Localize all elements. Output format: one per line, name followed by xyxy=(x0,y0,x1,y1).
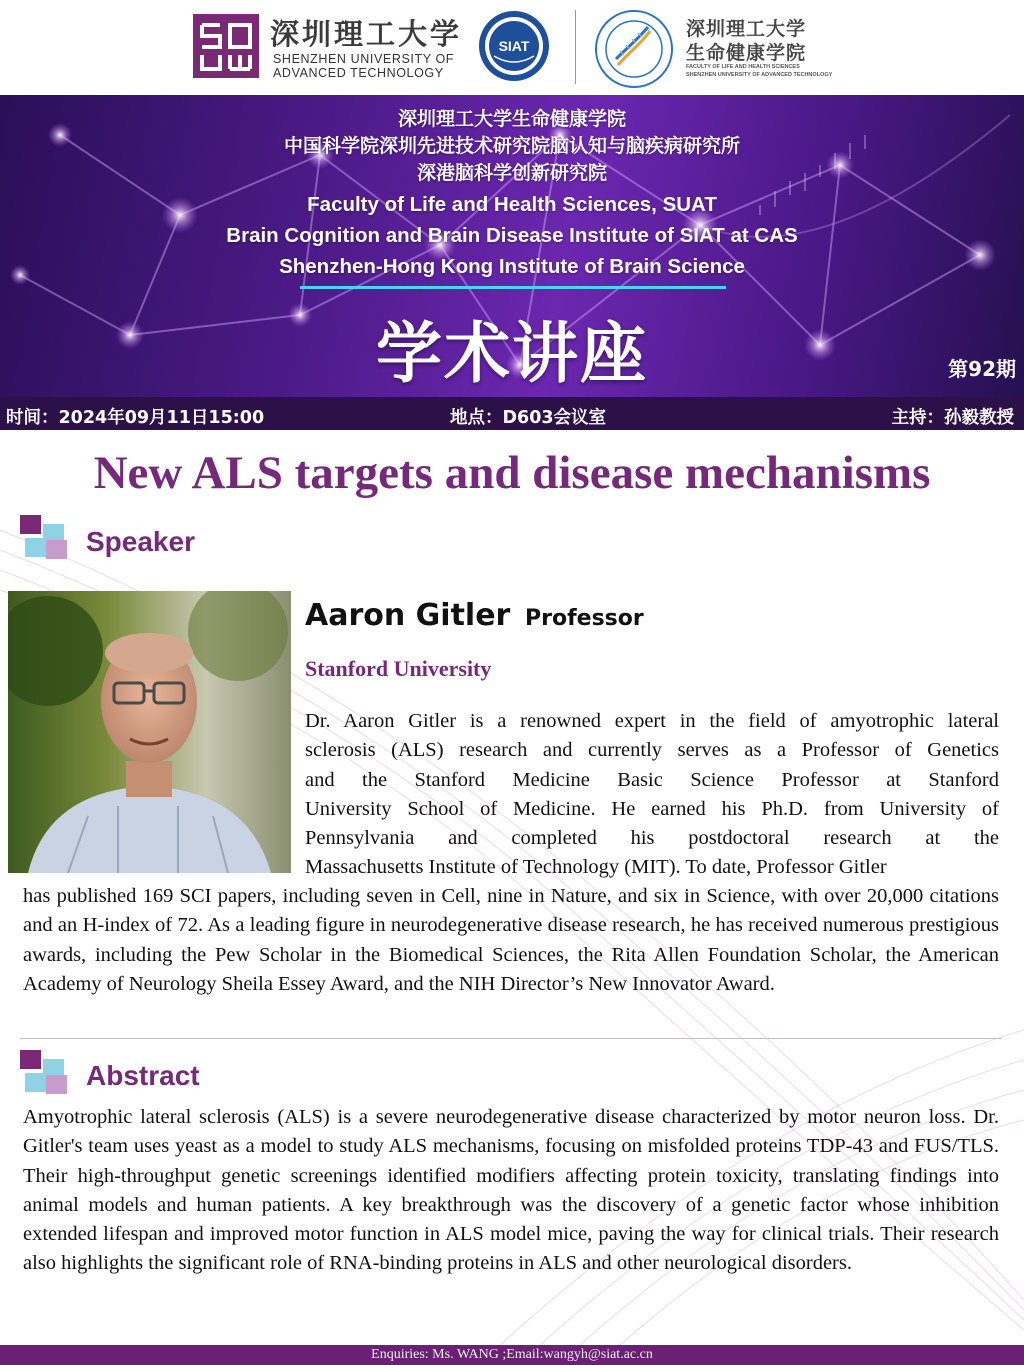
suat-english-name-line1: SHENZHEN UNIVERSITY OF xyxy=(273,52,455,66)
bio-line: University School of Medicine. He earned his Ph.D. from University of xyxy=(305,797,999,820)
section-squares-icon xyxy=(20,1050,70,1094)
footer xyxy=(0,1345,1024,1365)
institution-cn-3: 深港脑科学创新研究院 xyxy=(416,162,607,184)
bio-line: and the Stanford Medicine Basic Science Professor at Stanford xyxy=(305,768,999,791)
event-host: 主持：孙毅教授 xyxy=(891,408,1014,428)
lecture-title: 学术讲座 xyxy=(376,315,648,392)
speaker-name: Aaron Gitler xyxy=(305,598,511,633)
abstract-section-heading: Abstract xyxy=(86,1060,200,1091)
siat-seal-label: SIAT xyxy=(498,38,530,54)
banner xyxy=(0,95,1024,430)
faculty-chinese-name-line1: 深圳理工大学 xyxy=(686,18,807,40)
speaker-bio-continued: has published 169 SCI papers, including seven in Cell, nine in Nature, and six in Science, with over 20,000 citations and an H-index of 72. As a leading figure in neurodegenerative disease research, he has received numerous prestigious awards, including the Pew Scholar in the Biomedical Sciences, the Rita Allen Foundation Scholar, the American Academy of Neurology Sheila Essey Award, and the NIH Director’s New Innovator Award. xyxy=(23,885,999,995)
institution-cn-2: 中国科学院深圳先进技术研究院脑认知与脑疾病研究所 xyxy=(283,135,740,157)
bio-line: Dr. Aaron Gitler is a renowned expert in the field of amyotrophic lateral xyxy=(305,710,999,732)
suat-english-name-line2: ADVANCED TECHNOLOGY xyxy=(273,66,444,80)
faculty-seal-icon xyxy=(594,9,674,89)
title-accent-rule xyxy=(300,286,726,289)
speaker-section-heading: Speaker xyxy=(86,526,195,557)
enquiries-contact: Enquiries: Ms. WANG ;Email:wangyh@siat.ac.cn xyxy=(371,1347,653,1362)
issue-number: 第92期 xyxy=(948,357,1016,381)
logo-divider xyxy=(575,10,576,84)
speaker-title: Professor xyxy=(525,606,644,631)
institution-en-3: Shenzhen-Hong Kong Institute of Brain Science xyxy=(279,255,745,278)
faculty-english-name-line2: SHENZHEN UNIVERSITY OF ADVANCED TECHNOLOGY xyxy=(686,72,833,78)
faculty-english-name-line1: FACULTY OF LIFE AND HEALTH SCIENCES xyxy=(686,64,800,70)
bio-line: Pennsylvania and completed his postdoctoral research at the xyxy=(305,827,999,850)
section-divider xyxy=(20,1038,1002,1039)
institution-en-2: Brain Cognition and Brain Disease Institute of SIAT at CAS xyxy=(226,224,798,247)
event-info-strip xyxy=(0,397,1024,430)
suat-logo-icon xyxy=(193,14,259,78)
bio-line: sclerosis (ALS) research and currently serves as a Professor of Genetics xyxy=(305,739,999,762)
faculty-chinese-name-line2: 生命健康学院 xyxy=(686,42,807,64)
bio-line: Massachusetts Institute of Technology (MIT). To date, Professor Gitler xyxy=(305,856,887,879)
speaker-photo xyxy=(8,591,291,873)
suat-chinese-name: 深圳理工大学 xyxy=(270,17,463,51)
speaker-bio-beside-photo xyxy=(305,707,999,883)
speaker-affiliation: Stanford University xyxy=(305,656,492,681)
abstract-text: Amyotrophic lateral sclerosis (ALS) is a severe neurodegenerative disease characterized by motor neuron loss. Dr. Gitler's team uses yeast as a model to study ALS mechanisms, focusing on misfolded proteins TDP-43 and FUS/TLS. Their high-throughput genetic screenings identified modifiers affecting protein toxicity, translating findings into animal models and human patients. A key breakthrough was the discovery of a genetic factor whose inhibition extended lifespan and improved motor function in ALS model mice, paving the way for clinical trials. Their research also highlights the significant role of RNA-binding proteins in ALS and other neurological disorders. xyxy=(23,1106,999,1275)
logo-bar xyxy=(0,0,1024,95)
event-time: 时间：2024年09月11日15:00 xyxy=(6,408,265,428)
section-squares-icon xyxy=(20,515,70,559)
siat-seal-icon xyxy=(478,10,550,82)
talk-title: New ALS targets and disease mechanisms xyxy=(93,447,931,499)
institution-en-1: Faculty of Life and Health Sciences, SUAT xyxy=(307,193,717,216)
institution-cn-1: 深圳理工大学生命健康学院 xyxy=(397,108,626,130)
event-location: 地点：D603会议室 xyxy=(450,408,607,428)
